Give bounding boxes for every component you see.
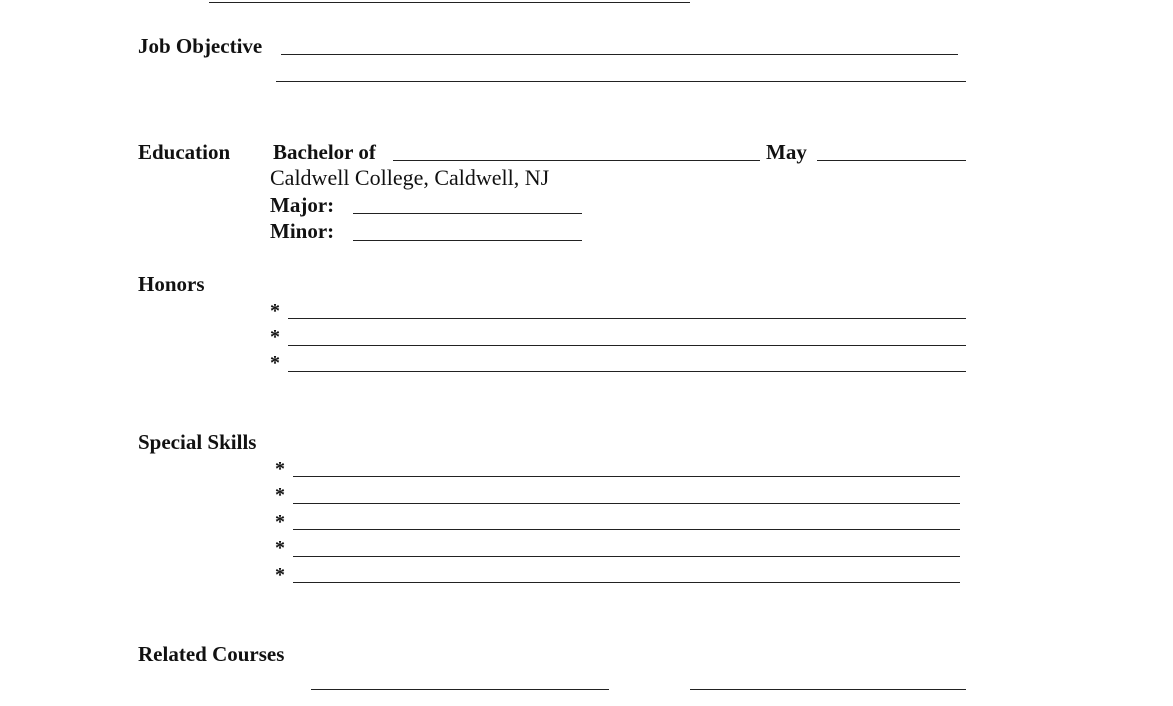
honors-heading: Honors bbox=[138, 272, 205, 296]
skills-bullet-1: * bbox=[275, 458, 285, 480]
degree-label: Bachelor of bbox=[273, 140, 376, 164]
skills-bullet-3: * bbox=[275, 511, 285, 533]
skills-blank-line-1[interactable] bbox=[293, 476, 960, 477]
degree-blank-line[interactable] bbox=[393, 160, 760, 161]
major-label: Major: bbox=[270, 193, 335, 217]
job-objective-heading: Job Objective bbox=[138, 34, 263, 58]
skills-blank-line-3[interactable] bbox=[293, 529, 960, 530]
related-course-blank-line-1[interactable] bbox=[311, 689, 609, 690]
top-blank-line[interactable] bbox=[209, 2, 690, 3]
major-blank-line[interactable] bbox=[353, 213, 582, 214]
special-skills-heading: Special Skills bbox=[138, 430, 257, 454]
skills-blank-line-2[interactable] bbox=[293, 503, 960, 504]
skills-blank-line-5[interactable] bbox=[293, 582, 960, 583]
skills-bullet-4: * bbox=[275, 537, 285, 559]
education-heading: Education bbox=[138, 140, 231, 164]
minor-label: Minor: bbox=[270, 219, 335, 243]
skills-bullet-2: * bbox=[275, 484, 285, 506]
graduation-year-blank-line[interactable] bbox=[817, 160, 966, 161]
skills-blank-line-4[interactable] bbox=[293, 556, 960, 557]
honors-blank-line-2[interactable] bbox=[288, 345, 966, 346]
school-name: Caldwell College, Caldwell, NJ bbox=[270, 165, 550, 190]
related-course-blank-line-2[interactable] bbox=[690, 689, 966, 690]
minor-blank-line[interactable] bbox=[353, 240, 582, 241]
honors-blank-line-3[interactable] bbox=[288, 371, 966, 372]
skills-bullet-5: * bbox=[275, 564, 285, 586]
related-courses-heading: Related Courses bbox=[138, 642, 285, 666]
honors-blank-line-1[interactable] bbox=[288, 318, 966, 319]
honors-bullet-1: * bbox=[270, 300, 280, 322]
graduation-month-label: May bbox=[766, 140, 807, 164]
honors-bullet-2: * bbox=[270, 326, 280, 348]
honors-bullet-3: * bbox=[270, 352, 280, 374]
job-objective-blank-line-2[interactable] bbox=[276, 81, 966, 82]
job-objective-blank-line-1[interactable] bbox=[281, 54, 958, 55]
